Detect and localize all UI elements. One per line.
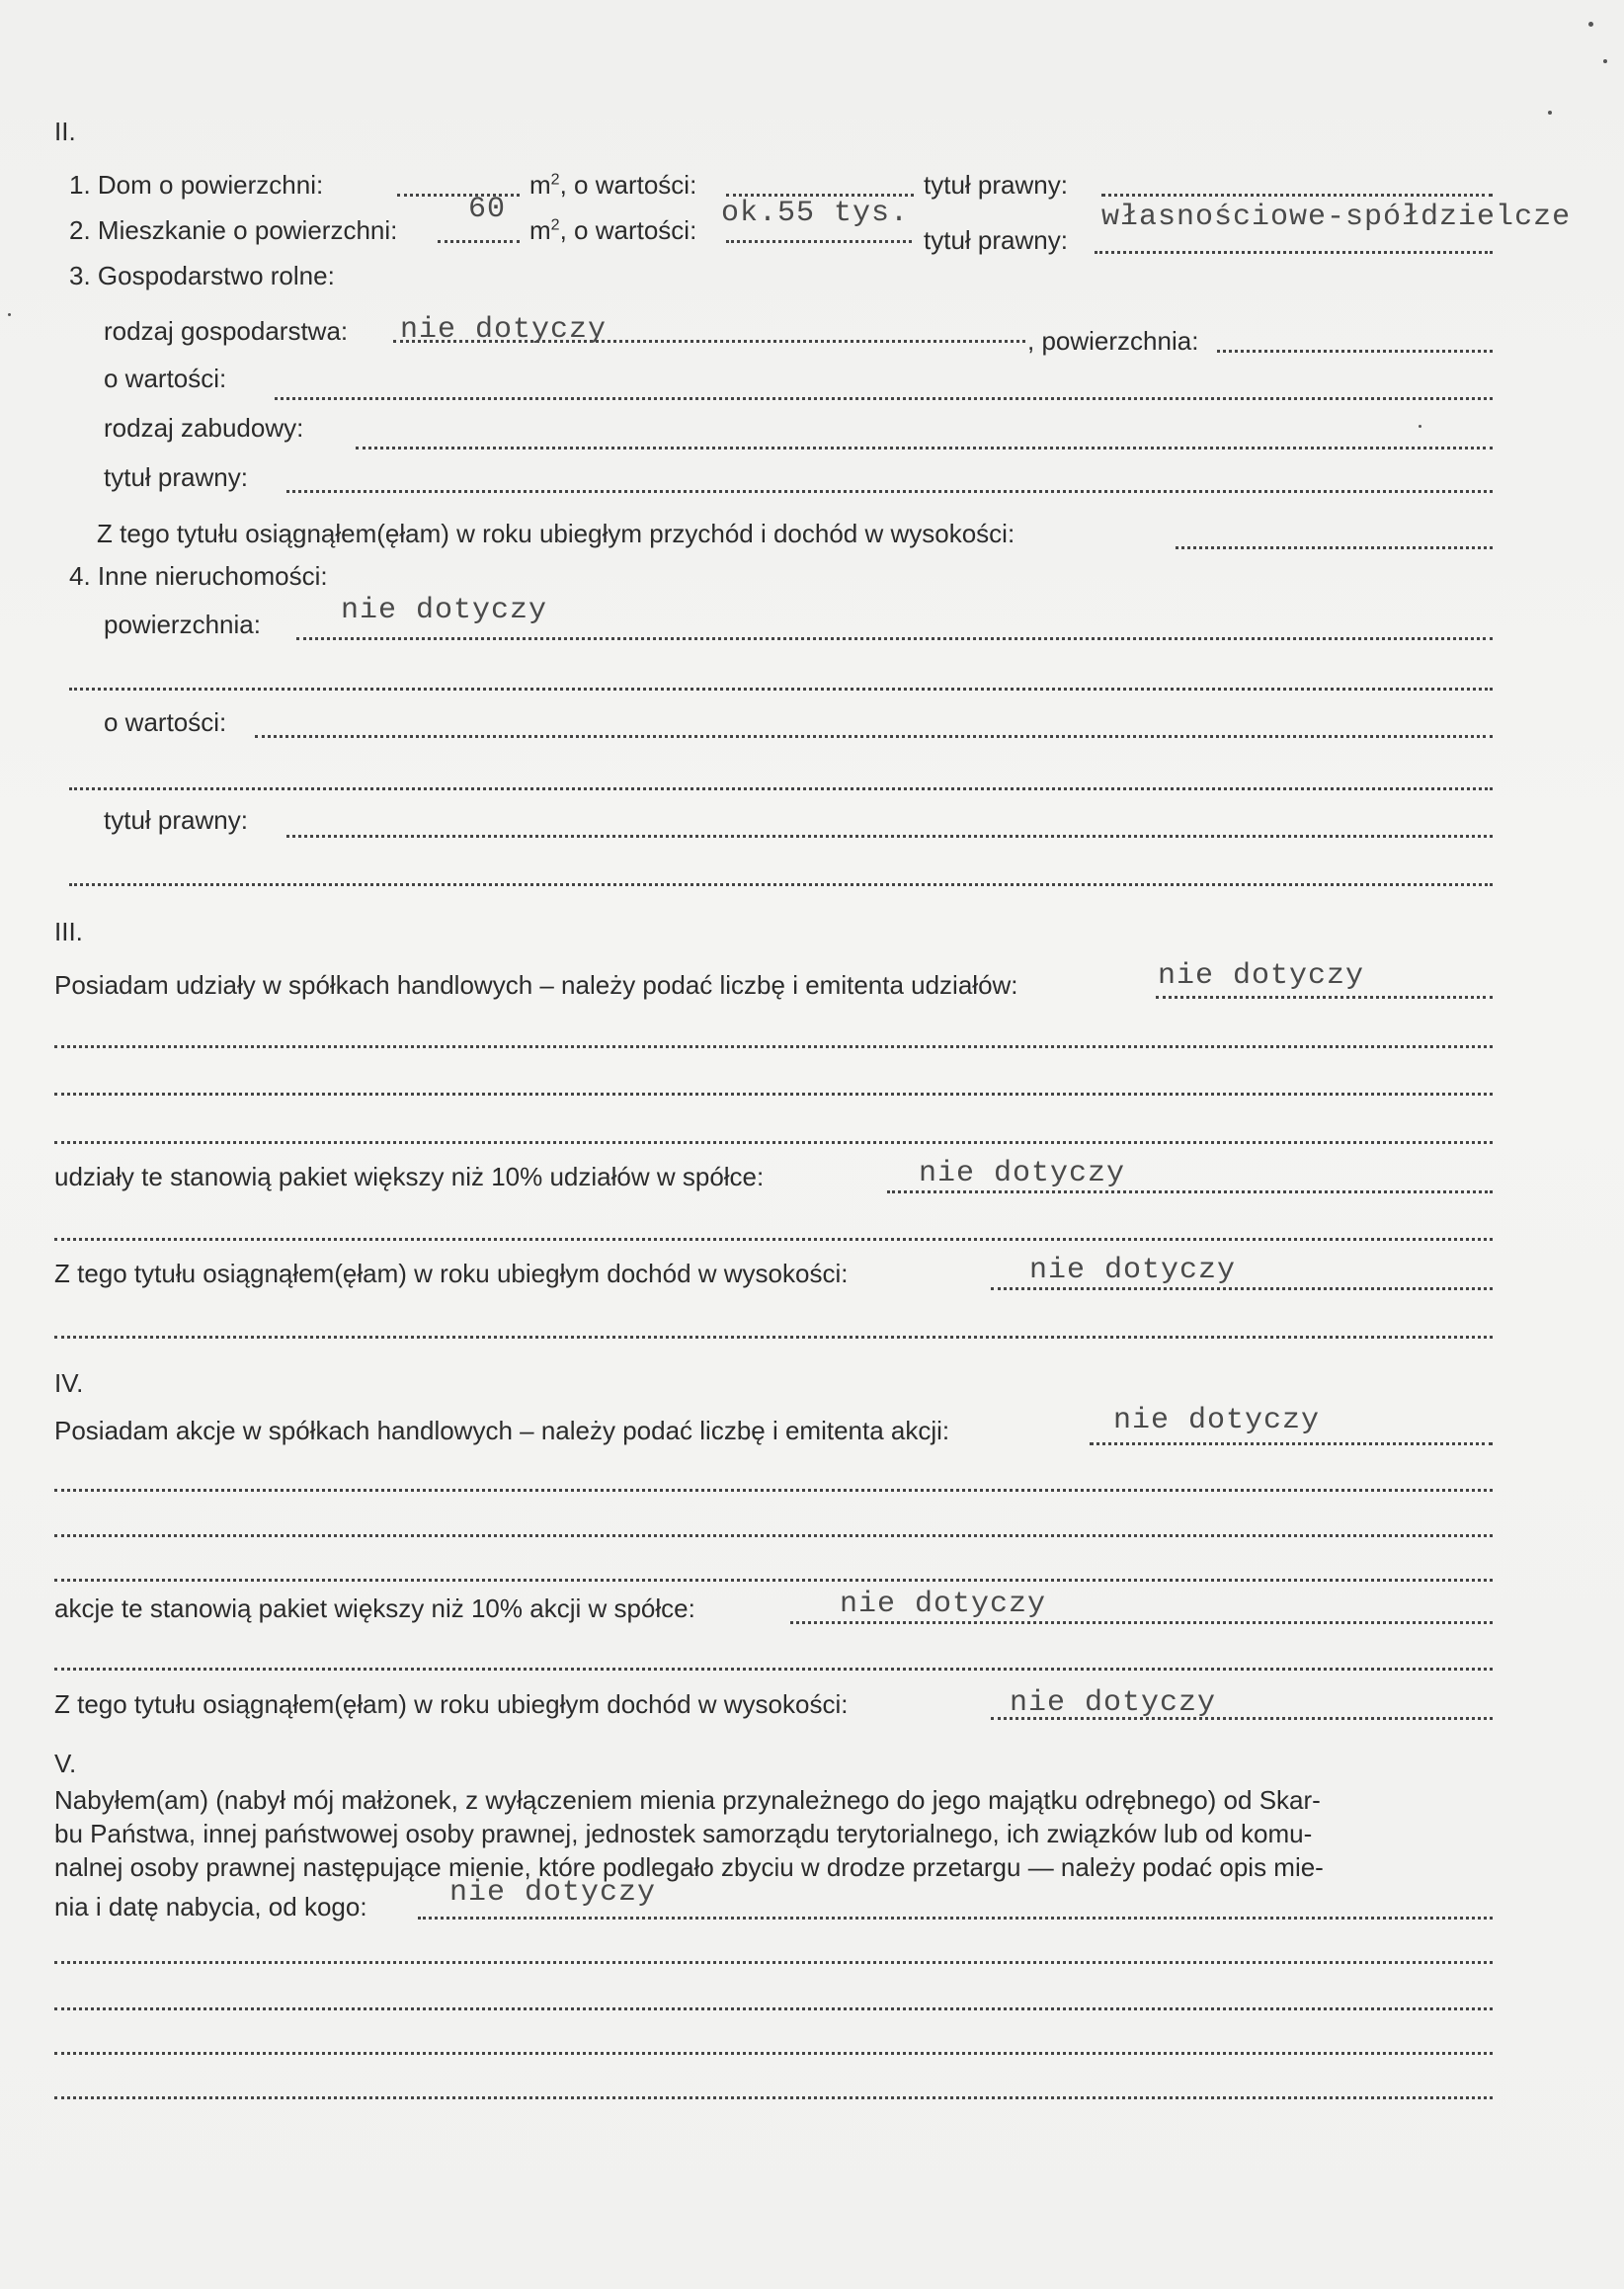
scan-speck [1588,22,1593,27]
apartment-area-label: 2. Mieszkanie o powierzchni: [69,215,398,245]
scan-speck [8,313,11,316]
farm-type-label: rodzaj gospodarstwa: [104,316,349,346]
other-property-area-field-2[interactable] [69,688,1493,691]
house-title-field[interactable] [1101,194,1493,197]
shares-label: Posiadam udziały w spółkach handlowych – należy podać liczbę i emitenta udziałów: [54,970,1018,1000]
apartment-area-unit: $m^2$, o wartości: [529,215,697,245]
scan-speck [1419,425,1421,428]
other-property-area-field[interactable] [296,637,1493,640]
house-area-label: 1. Dom o powierzchni: [69,170,324,200]
apartment-title-field[interactable] [1095,251,1493,254]
stocks-income-value: nie dotyczy [1010,1686,1217,1720]
farm-value-field[interactable] [275,397,1493,400]
shares-package-value: nie dotyczy [919,1157,1126,1190]
other-property-title-field-2[interactable] [69,883,1493,886]
stocks-value: nie dotyczy [1113,1404,1321,1437]
farm-title-label: tytuł prawny: [104,462,248,492]
apartment-area-field[interactable] [438,240,520,243]
apartment-title-value: własnościowe-spółdzielcze [1101,201,1572,234]
acquired-property-text-line-3: nalnej osoby prawnej następujące mienie, które podlegało zbyciu w drodze przetargu — należy podać opis mie- [54,1852,1324,1882]
scan-speck [1548,111,1552,115]
house-area-unit: $m^2$, o wartości: [529,170,697,200]
apartment-value-field[interactable] [726,240,912,243]
stocks-field[interactable] [1090,1442,1493,1445]
acquired-property-field-2[interactable] [54,1961,1493,1964]
shares-field-2[interactable] [54,1045,1493,1048]
farm-type-value: nie dotyczy [400,313,608,347]
stocks-label: Posiadam akcje w spółkach handlowych – należy podać liczbę i emitenta akcji: [54,1416,950,1445]
shares-package-label: udziały te stanowią pakiet większy niż 10% udziałów w spółce: [54,1162,765,1191]
farm-area-field[interactable] [1217,350,1493,353]
shares-income-field-2[interactable] [54,1336,1493,1339]
shares-field-3[interactable] [54,1093,1493,1096]
house-title-label: tytuł prawny: [924,170,1068,200]
farm-buildings-field[interactable] [356,447,1493,450]
acquired-property-text-line-4: nia i datę nabycia, od kogo: [54,1892,367,1921]
shares-field-4[interactable] [54,1141,1493,1144]
stocks-field-2[interactable] [54,1489,1493,1492]
other-property-value-field-2[interactable] [69,787,1493,790]
other-property-title-label: tytuł prawny: [104,805,248,835]
acquired-property-field-3[interactable] [54,2007,1493,2010]
other-property-value-field[interactable] [255,735,1493,738]
shares-field[interactable] [1156,996,1493,999]
scan-speck [1603,59,1607,63]
acquired-property-field-4[interactable] [54,2052,1493,2055]
apartment-value-value: ok.55 tys. [721,197,910,230]
other-property-value-label: o wartości: [104,707,227,737]
shares-income-field[interactable] [991,1287,1493,1290]
farm-label: 3. Gospodarstwo rolne: [69,261,335,290]
other-property-area-value: nie dotyczy [341,594,548,627]
stocks-package-label: akcje te stanowią pakiet większy niż 10% akcji w spółce: [54,1594,695,1623]
shares-package-field[interactable] [887,1190,1493,1193]
stocks-package-field-2[interactable] [54,1668,1493,1671]
acquired-property-text-line-1: Nabyłem(am) (nabył mój małżonek, z wyłączeniem mienia przynależnego do jego majątku odrębnego) od Skar- [54,1785,1321,1815]
section-4-heading: IV. [54,1368,84,1398]
acquired-property-field-5[interactable] [54,2096,1493,2099]
section-2-heading: II. [54,117,76,146]
section-3-heading: III. [54,917,83,946]
farm-buildings-label: rodzaj zabudowy: [104,413,304,443]
farm-area-label: , powierzchnia: [1027,326,1199,356]
other-property-title-field[interactable] [286,835,1493,838]
acquired-property-text-line-2: bu Państwa, innej państwowej osoby prawnej, jednostek samorządu terytorialnego, ich związków lub od komu- [54,1819,1313,1848]
other-property-label: 4. Inne nieruchomości: [69,561,328,591]
shares-income-label: Z tego tytułu osiągnąłem(ęłam) w roku ubiegłym dochód w wysokości: [54,1259,849,1288]
acquired-property-field[interactable] [418,1917,1493,1920]
farm-income-label: Z tego tytułu osiągnąłem(ęłam) w roku ubiegłym przychód i dochód w wysokości: [97,519,1015,548]
other-property-area-label: powierzchnia: [104,610,261,639]
apartment-area-value: 60 [468,193,507,226]
farm-income-field[interactable] [1176,546,1493,549]
stocks-income-field[interactable] [991,1717,1493,1720]
shares-income-value: nie dotyczy [1029,1254,1237,1287]
farm-title-field[interactable] [286,490,1493,493]
stocks-field-3[interactable] [54,1534,1493,1537]
stocks-package-field[interactable] [790,1621,1493,1624]
stocks-income-label: Z tego tytułu osiągnąłem(ęłam) w roku ubiegłym dochód w wysokości: [54,1689,849,1719]
farm-value-label: o wartości: [104,364,227,393]
acquired-property-value: nie dotyczy [449,1876,657,1910]
stocks-package-value: nie dotyczy [840,1588,1047,1621]
shares-value: nie dotyczy [1158,959,1365,993]
stocks-field-4[interactable] [54,1579,1493,1582]
shares-package-field-2[interactable] [54,1238,1493,1241]
section-5-heading: V. [54,1749,77,1778]
apartment-title-label: tytuł prawny: [924,225,1068,255]
